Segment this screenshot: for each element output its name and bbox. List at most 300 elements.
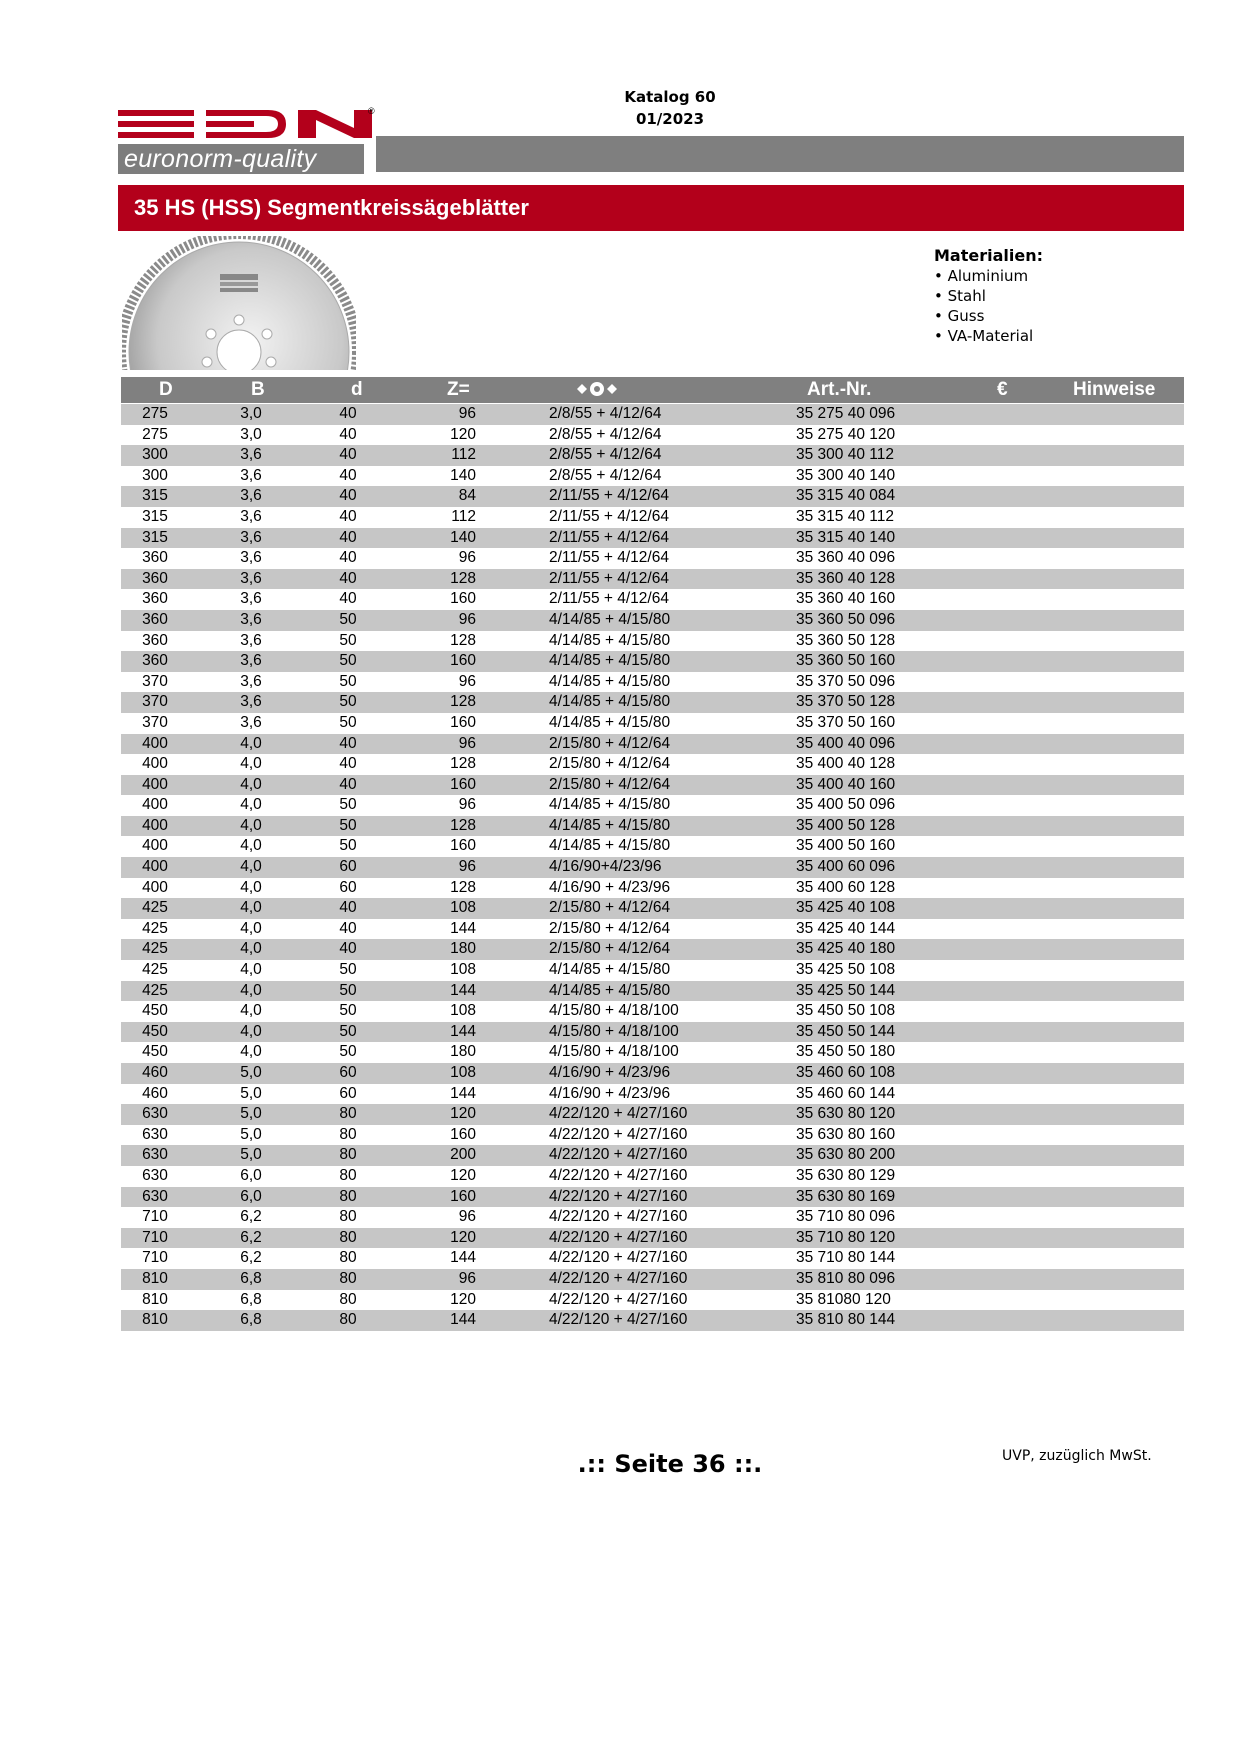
cell-article-number: 35 81080 120 (796, 1290, 891, 1308)
cell-bore: 60 (339, 878, 357, 896)
cell-width: 6,8 (240, 1290, 262, 1308)
cell-pinhole: 2/8/55 + 4/12/64 (549, 446, 662, 464)
catalog-number: Katalog 60 (624, 88, 716, 106)
cell-teeth: 108 (450, 1002, 476, 1020)
cell-bore: 40 (339, 919, 357, 937)
table-row (121, 1228, 1184, 1249)
cell-teeth: 144 (450, 919, 476, 937)
cell-diameter: 360 (142, 549, 168, 567)
table-row (121, 631, 1184, 652)
cell-width: 4,0 (240, 878, 262, 896)
cell-width: 5,0 (240, 1105, 262, 1123)
header-bore: d (351, 379, 363, 400)
cell-article-number: 35 630 80 129 (796, 1166, 896, 1184)
cell-width: 4,0 (240, 961, 262, 979)
cell-pinhole: 2/15/80 + 4/12/64 (549, 775, 671, 793)
cell-width: 5,0 (240, 1084, 262, 1102)
cell-article-number: 35 400 50 128 (796, 816, 896, 834)
cell-pinhole: 2/11/55 + 4/12/64 (549, 507, 669, 525)
cell-teeth: 160 (450, 1187, 476, 1205)
cell-teeth: 108 (450, 1064, 476, 1081)
cell-bore: 80 (339, 1290, 357, 1308)
cell-article-number: 35 630 80 169 (796, 1187, 896, 1205)
cell-bore: 50 (339, 981, 357, 999)
cell-width: 4,0 (240, 755, 262, 773)
cell-teeth: 128 (450, 755, 476, 773)
cell-article-number: 35 400 40 096 (796, 734, 896, 752)
table-row (121, 775, 1184, 796)
cell-diameter: 460 (142, 1064, 168, 1081)
cell-width: 6,0 (240, 1187, 262, 1205)
cell-article-number: 35 710 80 144 (796, 1249, 896, 1267)
cell-teeth: 160 (450, 652, 476, 670)
cell-width: 6,2 (240, 1208, 262, 1226)
table-row (121, 1001, 1184, 1022)
catalog-header (560, 86, 780, 130)
header-diameter: D (159, 379, 173, 400)
cell-width: 4,0 (240, 1002, 262, 1020)
table-row (121, 651, 1184, 672)
table-row (121, 466, 1184, 487)
cell-bore: 60 (339, 858, 357, 876)
cell-bore: 50 (339, 1043, 357, 1061)
cell-bore: 50 (339, 631, 357, 649)
cell-pinhole: 2/15/80 + 4/12/64 (549, 734, 671, 752)
cell-bore: 40 (339, 466, 357, 484)
cell-diameter: 400 (142, 755, 168, 773)
cell-width: 3,6 (240, 672, 262, 690)
cell-width: 6,2 (240, 1228, 262, 1246)
cell-diameter: 315 (142, 528, 168, 546)
cell-article-number: 35 630 80 120 (796, 1105, 896, 1123)
materials-heading: Materialien: (934, 246, 1043, 265)
cell-teeth: 96 (458, 672, 476, 690)
cell-article-number: 35 425 40 180 (796, 940, 896, 958)
cell-pinhole: 4/16/90+4/23/96 (549, 858, 662, 876)
cell-width: 3,6 (240, 528, 262, 546)
logo-tagline: euronorm-quality (118, 144, 364, 174)
cell-teeth: 108 (450, 899, 476, 917)
header-width: B (251, 379, 265, 400)
cell-bore: 40 (339, 775, 357, 793)
table-row (121, 1166, 1184, 1187)
table-row (121, 734, 1184, 755)
cell-teeth: 120 (450, 1166, 476, 1184)
cell-pinhole: 4/14/85 + 4/15/80 (549, 652, 671, 670)
cell-pinhole: 4/22/120 + 4/27/160 (549, 1269, 688, 1287)
cell-article-number: 35 710 80 120 (796, 1228, 896, 1246)
edn-logo (118, 106, 375, 174)
table-row (121, 445, 1184, 466)
cell-article-number: 35 275 40 096 (796, 405, 896, 422)
cell-pinhole: 4/22/120 + 4/27/160 (549, 1249, 688, 1267)
material-item: • VA-Material (934, 326, 1043, 346)
table-row (121, 1125, 1184, 1146)
cell-bore: 80 (339, 1187, 357, 1205)
cell-teeth: 144 (450, 1249, 476, 1267)
cell-teeth: 180 (450, 1043, 476, 1061)
cell-teeth: 120 (450, 1290, 476, 1308)
cell-bore: 40 (339, 940, 357, 958)
page-number: .:: Seite 36 ::. (577, 1450, 763, 1478)
table-header (121, 377, 1184, 403)
cell-width: 3,6 (240, 569, 262, 587)
cell-diameter: 460 (142, 1084, 168, 1102)
product-table (121, 404, 1184, 1331)
cell-diameter: 630 (142, 1166, 168, 1184)
cell-pinhole: 4/16/90 + 4/23/96 (549, 1064, 671, 1081)
cell-bore: 40 (339, 734, 357, 752)
cell-width: 6,0 (240, 1166, 262, 1184)
cell-pinhole: 4/22/120 + 4/27/160 (549, 1187, 688, 1205)
table-row (121, 857, 1184, 878)
cell-article-number: 35 400 40 128 (796, 755, 896, 773)
price-note: UVP, zuzüglich MwSt. (1002, 1448, 1152, 1464)
cell-bore: 40 (339, 487, 357, 505)
cell-article-number: 35 360 40 128 (796, 569, 896, 587)
cell-diameter: 630 (142, 1105, 168, 1123)
cell-article-number: 35 425 50 108 (796, 961, 896, 979)
cell-diameter: 810 (142, 1269, 168, 1287)
cell-teeth: 140 (450, 528, 476, 546)
cell-width: 3,6 (240, 466, 262, 484)
cell-diameter: 400 (142, 816, 168, 834)
cell-teeth: 128 (450, 816, 476, 834)
cell-article-number: 35 425 40 144 (796, 919, 896, 937)
cell-article-number: 35 460 60 144 (796, 1084, 896, 1102)
cell-width: 3,0 (240, 425, 262, 443)
cell-article-number: 35 400 40 160 (796, 775, 896, 793)
cell-teeth: 96 (458, 610, 476, 628)
cell-pinhole: 2/15/80 + 4/12/64 (549, 755, 671, 773)
cell-article-number: 35 400 50 096 (796, 796, 896, 814)
cell-pinhole: 4/22/120 + 4/27/160 (549, 1105, 688, 1123)
cell-pinhole: 4/14/85 + 4/15/80 (549, 796, 671, 814)
cell-diameter: 810 (142, 1311, 168, 1329)
cell-width: 3,6 (240, 693, 262, 711)
edn-logo-mark (118, 110, 374, 138)
cell-bore: 40 (339, 405, 357, 422)
cell-teeth: 96 (458, 1208, 476, 1226)
cell-teeth: 128 (450, 631, 476, 649)
cell-bore: 80 (339, 1208, 357, 1226)
cell-teeth: 140 (450, 466, 476, 484)
circular-saw-blade-icon (122, 236, 356, 370)
cell-diameter: 300 (142, 446, 168, 464)
cell-pinhole: 4/14/85 + 4/15/80 (549, 672, 671, 690)
cell-bore: 40 (339, 425, 357, 443)
cell-teeth: 112 (451, 507, 476, 525)
cell-pinhole: 4/15/80 + 4/18/100 (549, 1043, 679, 1061)
cell-bore: 40 (339, 507, 357, 525)
cell-teeth: 160 (450, 775, 476, 793)
cell-diameter: 810 (142, 1290, 168, 1308)
cell-article-number: 35 300 40 140 (796, 466, 896, 484)
cell-bore: 40 (339, 549, 357, 567)
cell-teeth: 96 (458, 1269, 476, 1287)
cell-pinhole: 4/14/85 + 4/15/80 (549, 961, 671, 979)
cell-teeth: 180 (450, 940, 476, 958)
cell-pinhole: 2/11/55 + 4/12/64 (549, 487, 669, 505)
cell-bore: 60 (339, 1064, 357, 1081)
cell-article-number: 35 400 60 128 (796, 878, 896, 896)
cell-bore: 50 (339, 796, 357, 814)
cell-teeth: 120 (450, 1228, 476, 1246)
cell-article-number: 35 360 50 160 (796, 652, 896, 670)
table-row (121, 1022, 1184, 1043)
table-row (121, 589, 1184, 610)
cell-pinhole: 4/22/120 + 4/27/160 (549, 1125, 688, 1143)
cell-width: 4,0 (240, 858, 262, 876)
cell-article-number: 35 425 40 108 (796, 899, 896, 917)
cell-bore: 80 (339, 1249, 357, 1267)
table-row (121, 754, 1184, 775)
cell-article-number: 35 400 50 160 (796, 837, 896, 855)
cell-width: 3,6 (240, 713, 262, 731)
table-row (121, 1248, 1184, 1269)
cell-diameter: 360 (142, 652, 168, 670)
cell-width: 3,6 (240, 507, 262, 525)
cell-pinhole: 2/15/80 + 4/12/64 (549, 940, 671, 958)
table-row (121, 425, 1184, 446)
cell-diameter: 360 (142, 590, 168, 608)
table-row (121, 404, 1184, 425)
cell-pinhole: 2/11/55 + 4/12/64 (549, 528, 669, 546)
cell-bore: 50 (339, 1002, 357, 1020)
materials-list (934, 246, 1043, 346)
cell-bore: 40 (339, 590, 357, 608)
cell-pinhole: 4/22/120 + 4/27/160 (549, 1290, 688, 1308)
cell-width: 5,0 (240, 1064, 262, 1081)
cell-diameter: 630 (142, 1146, 168, 1164)
cell-teeth: 160 (450, 713, 476, 731)
cell-bore: 50 (339, 672, 357, 690)
table-row (121, 981, 1184, 1002)
cell-width: 3,6 (240, 446, 262, 464)
cell-bore: 80 (339, 1228, 357, 1246)
material-item: • Stahl (934, 286, 1043, 306)
table-row (121, 548, 1184, 569)
cell-pinhole: 4/16/90 + 4/23/96 (549, 1084, 671, 1102)
header-notes: Hinweise (1073, 379, 1156, 400)
cell-teeth: 112 (451, 446, 476, 464)
cell-diameter: 400 (142, 734, 168, 752)
cell-bore: 50 (339, 961, 357, 979)
table-row (121, 713, 1184, 734)
cell-width: 6,8 (240, 1269, 262, 1287)
cell-teeth: 160 (450, 1125, 476, 1143)
table-row (121, 1290, 1184, 1311)
cell-diameter: 425 (142, 940, 168, 958)
cell-article-number: 35 360 50 096 (796, 610, 896, 628)
cell-diameter: 400 (142, 796, 168, 814)
pinhole-icon (571, 381, 623, 397)
table-row (121, 1063, 1184, 1084)
cell-teeth: 144 (450, 1084, 476, 1102)
cell-bore: 80 (339, 1269, 357, 1287)
cell-article-number: 35 810 80 096 (796, 1269, 896, 1287)
table-row (121, 1084, 1184, 1105)
cell-diameter: 710 (142, 1228, 168, 1246)
header-price: € (997, 379, 1008, 400)
cell-diameter: 425 (142, 981, 168, 999)
cell-article-number: 35 450 50 144 (796, 1022, 896, 1040)
table-row (121, 878, 1184, 899)
cell-pinhole: 2/11/55 + 4/12/64 (549, 549, 669, 567)
cell-diameter: 450 (142, 1002, 168, 1020)
cell-bore: 40 (339, 755, 357, 773)
cell-diameter: 630 (142, 1125, 168, 1143)
table-row (121, 507, 1184, 528)
cell-bore: 60 (339, 1084, 357, 1102)
cell-diameter: 370 (142, 672, 168, 690)
cell-width: 4,0 (240, 796, 262, 814)
cell-width: 4,0 (240, 899, 262, 917)
cell-article-number: 35 630 80 200 (796, 1146, 896, 1164)
table-row (121, 919, 1184, 940)
cell-teeth: 108 (450, 961, 476, 979)
cell-diameter: 370 (142, 713, 168, 731)
cell-width: 4,0 (240, 981, 262, 999)
cell-article-number: 35 450 50 180 (796, 1043, 896, 1061)
cell-width: 6,8 (240, 1311, 262, 1329)
table-row (121, 1042, 1184, 1063)
cell-width: 3,6 (240, 652, 262, 670)
cell-pinhole: 4/22/120 + 4/27/160 (549, 1166, 688, 1184)
table-row (121, 692, 1184, 713)
table-row (121, 1269, 1184, 1290)
cell-pinhole: 4/14/85 + 4/15/80 (549, 610, 671, 628)
material-item: • Aluminium (934, 266, 1043, 286)
cell-bore: 80 (339, 1125, 357, 1143)
cell-article-number: 35 360 50 128 (796, 631, 896, 649)
cell-bore: 80 (339, 1105, 357, 1123)
table-row (121, 672, 1184, 693)
cell-teeth: 200 (450, 1146, 476, 1164)
cell-bore: 50 (339, 693, 357, 711)
cell-bore: 80 (339, 1146, 357, 1164)
cell-article-number: 35 630 80 160 (796, 1125, 896, 1143)
cell-pinhole: 4/14/85 + 4/15/80 (549, 816, 671, 834)
table-row (121, 898, 1184, 919)
page-title: 35 HS (HSS) Segmentkreissägeblätter (118, 185, 1184, 231)
cell-diameter: 425 (142, 899, 168, 917)
cell-pinhole: 4/14/85 + 4/15/80 (549, 631, 671, 649)
cell-pinhole: 2/8/55 + 4/12/64 (549, 405, 662, 422)
cell-diameter: 450 (142, 1022, 168, 1040)
cell-bore: 50 (339, 1022, 357, 1040)
table-row (121, 939, 1184, 960)
header-band (376, 136, 1184, 172)
cell-article-number: 35 370 50 160 (796, 713, 896, 731)
table-row (121, 836, 1184, 857)
cell-bore: 40 (339, 446, 357, 464)
cell-width: 4,0 (240, 816, 262, 834)
cell-pinhole: 4/22/120 + 4/27/160 (549, 1311, 688, 1329)
cell-pinhole: 4/14/85 + 4/15/80 (549, 981, 671, 999)
cell-teeth: 120 (450, 425, 476, 443)
cell-teeth: 160 (450, 590, 476, 608)
cell-bore: 40 (339, 528, 357, 546)
table-row (121, 960, 1184, 981)
cell-width: 3,6 (240, 631, 262, 649)
table-row (121, 1187, 1184, 1208)
cell-article-number: 35 460 60 108 (796, 1064, 896, 1081)
table-row (121, 1145, 1184, 1166)
cell-article-number: 35 400 60 096 (796, 858, 896, 876)
header-teeth: Z= (447, 379, 470, 400)
table-row (121, 1207, 1184, 1228)
cell-diameter: 630 (142, 1187, 168, 1205)
cell-article-number: 35 300 40 112 (796, 446, 894, 464)
cell-bore: 50 (339, 652, 357, 670)
cell-diameter: 275 (142, 405, 168, 422)
cell-diameter: 360 (142, 610, 168, 628)
cell-pinhole: 4/22/120 + 4/27/160 (549, 1146, 688, 1164)
cell-diameter: 315 (142, 487, 168, 505)
cell-bore: 50 (339, 837, 357, 855)
table-row (121, 528, 1184, 549)
cell-width: 3,6 (240, 549, 262, 567)
cell-width: 3,0 (240, 405, 262, 422)
cell-pinhole: 4/14/85 + 4/15/80 (549, 693, 671, 711)
cell-width: 3,6 (240, 487, 262, 505)
cell-teeth: 128 (450, 693, 476, 711)
cell-width: 6,2 (240, 1249, 262, 1267)
cell-article-number: 35 315 40 112 (796, 507, 894, 525)
cell-width: 4,0 (240, 837, 262, 855)
cell-diameter: 315 (142, 507, 168, 525)
cell-teeth: 144 (450, 981, 476, 999)
table-row (121, 486, 1184, 507)
cell-pinhole: 4/14/85 + 4/15/80 (549, 837, 671, 855)
header-article-number: Art.-Nr. (807, 379, 872, 400)
catalog-date: 01/2023 (635, 110, 705, 128)
cell-teeth: 96 (458, 405, 476, 422)
table-row (121, 610, 1184, 631)
cell-teeth: 84 (458, 487, 476, 505)
cell-bore: 50 (339, 713, 357, 731)
cell-teeth: 96 (458, 549, 476, 567)
material-item: • Guss (934, 306, 1043, 326)
cell-teeth: 128 (450, 569, 476, 587)
cell-width: 3,6 (240, 610, 262, 628)
cell-pinhole: 4/15/80 + 4/18/100 (549, 1002, 679, 1020)
cell-bore: 50 (339, 816, 357, 834)
cell-diameter: 400 (142, 837, 168, 855)
cell-diameter: 425 (142, 919, 168, 937)
cell-diameter: 400 (142, 858, 168, 876)
cell-width: 5,0 (240, 1125, 262, 1143)
cell-article-number: 35 370 50 096 (796, 672, 896, 690)
cell-article-number: 35 360 40 096 (796, 549, 896, 567)
cell-teeth: 144 (450, 1022, 476, 1040)
cell-pinhole: 4/16/90 + 4/23/96 (549, 878, 671, 896)
cell-pinhole: 4/22/120 + 4/27/160 (549, 1208, 688, 1226)
cell-diameter: 400 (142, 775, 168, 793)
cell-article-number: 35 275 40 120 (796, 425, 896, 443)
cell-diameter: 360 (142, 569, 168, 587)
cell-diameter: 450 (142, 1043, 168, 1061)
cell-diameter: 275 (142, 425, 168, 443)
table-row (121, 1310, 1184, 1331)
cell-diameter: 360 (142, 631, 168, 649)
cell-teeth: 120 (450, 1105, 476, 1123)
cell-bore: 40 (339, 569, 357, 587)
cell-width: 5,0 (240, 1146, 262, 1164)
cell-article-number: 35 315 40 140 (796, 528, 896, 546)
cell-teeth: 96 (458, 858, 476, 876)
